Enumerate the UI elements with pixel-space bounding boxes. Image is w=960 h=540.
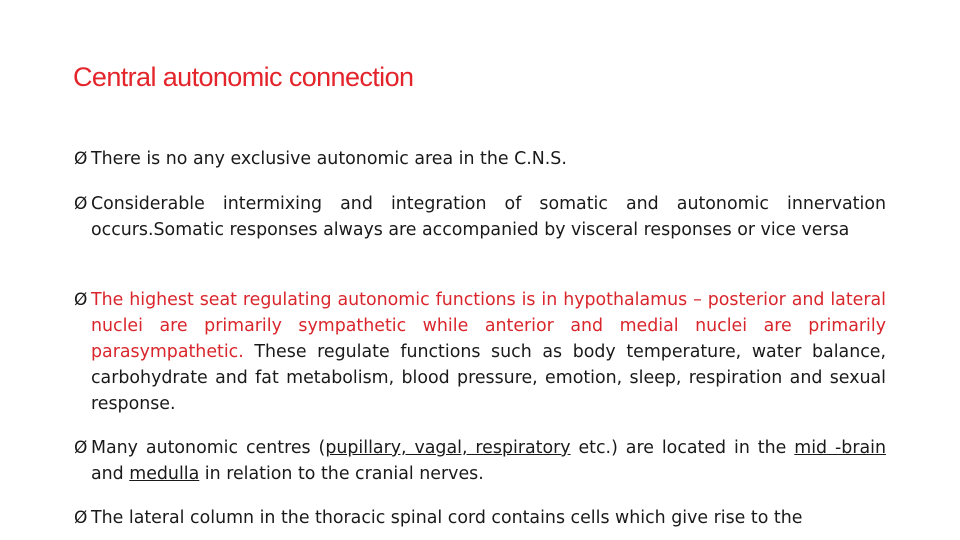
- bullet-somatic-autonomic-integration: [74, 191, 886, 243]
- bullet-text-part: Many autonomic centres (: [91, 438, 326, 458]
- underlined-centres: pupillary, vagal, respiratory: [325, 438, 571, 458]
- bullet-autonomic-centres: [74, 435, 886, 487]
- bullet-text-part: and: [91, 464, 130, 484]
- arrow-bullet-icon: Ø: [74, 149, 88, 169]
- bullet-text: The lateral column in the thoracic spinal cord contains cells which give rise to the: [91, 508, 803, 528]
- slide-title: Central autonomic connection: [73, 62, 414, 92]
- arrow-bullet-icon: Ø: [74, 438, 88, 458]
- bullet-lateral-column: [74, 505, 886, 531]
- arrow-bullet-icon: Ø: [74, 508, 88, 528]
- bullet-text: These regulate functions such as body temperature, water balance, carbohydrate and fat metabolism, blood pressure, emotion, sleep, respiration and sexual response.: [91, 342, 886, 414]
- bullet-text: There is no any exclusive autonomic area in the C.N.S.: [91, 149, 567, 169]
- arrow-bullet-icon: Ø: [74, 290, 88, 310]
- underlined-medulla: medulla: [129, 464, 200, 484]
- bullet-text-part: in relation to the cranial nerves.: [199, 464, 484, 484]
- bullet-hypothalamus: [74, 287, 886, 417]
- arrow-bullet-icon: Ø: [74, 194, 88, 214]
- underlined-midbrain: mid -brain: [794, 438, 886, 458]
- bullet-highlight-text: The highest seat regulating autonomic functions is in hypothalamus – posterior and lateral nuclei are primarily sympathetic while anterior and medial nuclei are primarily parasympathetic.: [91, 290, 886, 362]
- bullet-text: Considerable intermixing and integration of somatic and autonomic innervation occurs.Somatic responses always are accompanied by visceral responses or vice versa: [91, 194, 886, 240]
- bullet-text-part: etc.) are located in the: [570, 438, 795, 458]
- bullet-no-exclusive-area: [74, 146, 886, 172]
